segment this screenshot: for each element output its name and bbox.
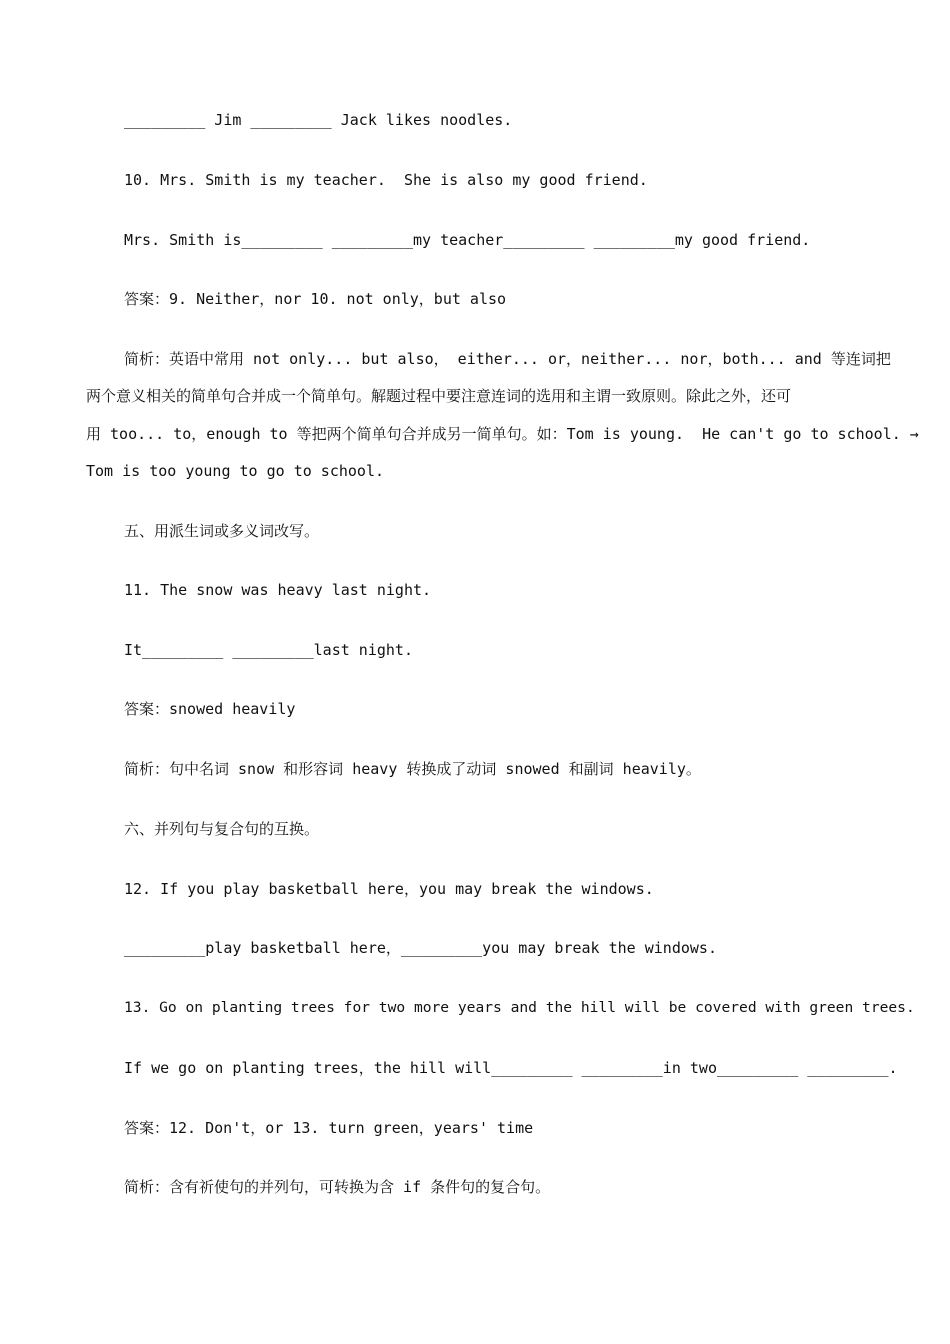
blank-sentence-13: If we go on planting trees，the hill will_________ _________in two_________ _________. <box>124 1059 898 1077</box>
question-10: 10. Mrs. Smith is my teacher. She is also my good friend. <box>124 171 648 189</box>
analysis-line-4: Tom is too young to go to school. <box>86 462 385 480</box>
analysis-line-1: 简析：英语中常用 not only... but also， either... or，neither... nor，both... and 等连词把 <box>124 350 891 368</box>
question-12: 12. If you play basketball here，you may break the windows. <box>124 880 654 898</box>
question-11: 11. The snow was heavy last night. <box>124 581 432 599</box>
blank-sentence-9: _________ Jim _________ Jack likes noodles. <box>124 111 513 129</box>
analysis-line-3: 用 too... to，enough to 等把两个简单句合并成另一简单句。如：Tom is young. He can't go to school. → <box>86 425 919 443</box>
section-heading-5: 五、用派生词或多义词改写。 <box>124 522 320 540</box>
answer-12-13: 答案：12. Don't，or 13. turn green，years' time <box>124 1119 534 1137</box>
section-heading-6: 六、并列句与复合句的互换。 <box>124 820 320 838</box>
analysis-line-2: 两个意义相关的简单句合并成一个简单句。解题过程中要注意连词的选用和主谓一致原则。除此之外，还可 <box>86 387 792 405</box>
answer-9-10: 答案：9. Neither，nor 10. not only，but also <box>124 290 507 308</box>
analysis-12-13: 简析：含有祈使句的并列句，可转换为含 if 条件句的复合句。 <box>124 1178 551 1196</box>
blank-sentence-11: It_________ _________last night. <box>124 641 413 659</box>
question-13: 13. Go on planting trees for two more years and the hill will be covered with green trees. <box>124 999 915 1016</box>
answer-11: 答案：snowed heavily <box>124 700 296 718</box>
blank-sentence-12: _________play basketball here，_________you may break the windows. <box>124 939 717 957</box>
blank-sentence-10: Mrs. Smith is_________ _________my teacher_________ _________my good friend. <box>124 231 811 249</box>
analysis-11: 简析：句中名词 snow 和形容词 heavy 转换成了动词 snowed 和副词 heavily。 <box>124 760 701 778</box>
